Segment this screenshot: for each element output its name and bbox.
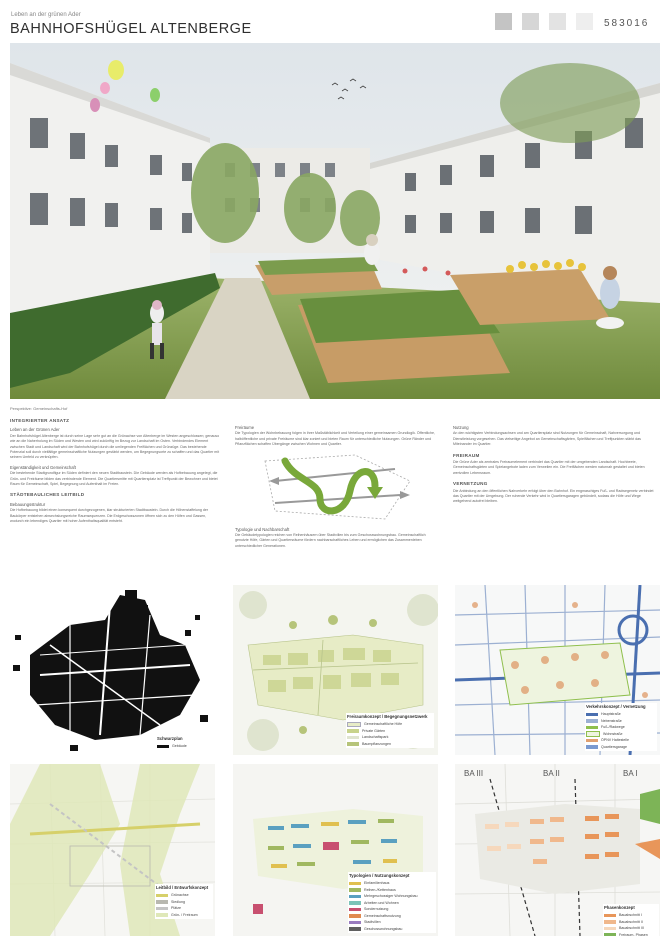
legend-item: Einfamilienhaus (349, 880, 435, 887)
paragraph-free: Die Grüne Ader als zentrales Freiraumelement verbindet das Quartier mit der umgebenden Landschaft. Hochbeete, Gemeinschaftsgärten und Spielangebote laden zum Verweilen ein. Die Freiflächen werden naturnah gestaltet und bieten wertvollen Lebensraum. (453, 460, 645, 475)
concept-diagram (235, 451, 435, 523)
legend-leitbild (155, 884, 213, 919)
legend-item: Landschaftspark (347, 734, 433, 741)
legend-item: Baumpflanzungen (347, 741, 433, 748)
ba-label: BA II (543, 769, 560, 778)
legend-item: Arbeiten und Wohnen (349, 900, 435, 907)
page-title: BAHNHOFSHÜGEL ALTENBERGE (10, 21, 252, 37)
legend-item: Mehrgeschossiger Wohnungsbau (349, 893, 435, 900)
gray-square (522, 13, 539, 30)
hero-perspective (10, 43, 660, 399)
legend-item: Siedlung (156, 899, 212, 906)
plan-freiraum (233, 585, 438, 755)
legend-freiraum (346, 713, 434, 748)
legend-item: Gemeinschaftsnutzung (349, 913, 435, 920)
legend-item: Gemeinschaftliche Höfe (347, 721, 433, 728)
legend-item: Plätze (156, 905, 212, 912)
legend-schwarzplan (156, 735, 188, 751)
paragraph-network: Die Anbindung an den öffentlichen Nahverkehr erfolgt über den Bahnhof. Ein engmaschiges Fuß- und Radwegenetz verbindet das Quartier mit der Umgebung. Der ruhende Verkehr wird in Quartiersgaragen gebündelt, sodass die Höfe und Wege weitgehend autofrei bleiben. (453, 488, 654, 504)
legend-item: Reihen-/Kettenhaus (349, 887, 435, 894)
plan-phasen (455, 764, 660, 936)
diagram-caption: Typologie und Nachbarschaft (235, 526, 290, 532)
legend-phasen (603, 904, 659, 936)
plan-typologien (233, 764, 438, 936)
legend-title: Verkehrskonzept / Vernetzung (586, 704, 646, 709)
paragraph-green: Der Bahnhofshügel Altenberge ist durch seine Lage sehr gut an die Grünachse von Altenberge im Westen angeschlossen; genauso wie an die Naherholung im Süden und Westen und wird zukünftig im Bezug zur Landschaft im Osten. Verbindendes Element zwischen Stadt und Landschaft wird der Bahnhofshügel durch die umliegenden Freiflächen und Grünzüge. Das bestehende Potenzial soll durch vielfältige gemeinschaftliche Nutzungen gestärkt werden, um Begegnungsorte zu schaffen und das Quartier mit seinem Umfeld zu verknüpfen. (10, 433, 220, 460)
subheading-identity: Eigenständigkeit und Gemeinschaft (10, 464, 76, 470)
legend-title: Phasenkonzept (604, 905, 635, 910)
legend-item: Nebenstraße (586, 718, 656, 725)
legend-item: Bauabschnitt III (604, 925, 658, 932)
legend-item: Geschosswohnungsbau (349, 926, 435, 933)
paragraph-freedom: Die Typologien der Wohnbebauung folgen in ihrer Maßstäblichkeit und Verteilung einer gemeinsamen Grundlogik. Öffentliche, halböffentliche und private Freiräume sind klar zoniert und bieten Raum für unterschiedliche Nutzungen. Grüne Ränder und Pflanzflächen schaffen Übergänge zwischen Wohnen und Quartier. (235, 431, 435, 447)
legend-title: Freiraumkonzept / Begegnungsnetzwerk (347, 714, 428, 719)
paragraph-typology: Die Gebäudetypologien reichen von Reihenhäusern über Stadtvillen bis zum Geschosswohnungsbau. Gemeinschaftlich genutzte Höfe, Gärten und Quartiersräume fördern nachbarschaftliches Leben und ermöglichen das Zusammenleben unterschiedlicher Generationen. (235, 533, 426, 548)
subheading-freedom: Freiräume (235, 425, 255, 430)
legend-item: Private Gärten (347, 728, 433, 735)
legend-verkehr (585, 703, 657, 751)
text-column-right (453, 425, 660, 508)
subheading-pattern: Bebauungsstruktur (10, 501, 46, 507)
legend-item: Hauptstraße (586, 711, 656, 718)
paragraph-identity: Die bestehende Stadtgrundfigur im Süden definiert den neuen Stadtbaustein. Die Gebäude werden als Hofbebauung angelegt, die Grün- und Freiräume bilden das verbindende Element. Die Quartiersmitte mit Quartiersplatz ist Treffpunkt der Bewohner und bietet Raum für Gemeinschaft, Spiel, Begegnung und Aufenthalt im Freien. (10, 471, 218, 487)
legend-item: Stadtvillen (349, 919, 435, 926)
plan-verkehr (455, 585, 660, 755)
heading-network: VERNETZUNG (453, 481, 488, 487)
legend-item: Grünachse (156, 892, 212, 899)
ba-label: BA III (464, 769, 484, 778)
paragraph-use: An den wichtigsten Verbindungsachsen und am Quartiersplatz sind Nutzungen für Gemeinschaft, Nahversorgung und Dienstleistung vorgesehen. Das vielseitige Angebot an Gemeinschaftsgärten, Spielflächen und Treffpunkten stärkt das Miteinander im Quartier. (453, 431, 641, 447)
hero-caption: Perspektive: Gemeinschafts-Hof (10, 406, 68, 411)
text-column-middle (235, 425, 440, 552)
legend-item: Freiraum- Phasen (604, 932, 658, 937)
legend-title: Leitbild / Entwurfskonzept (156, 885, 209, 890)
legend-item: ÖPNV Haltestelle (586, 737, 656, 744)
competition-code: 583016 (604, 18, 650, 29)
subheading-use: Nutzung (453, 425, 469, 430)
legend-typologien (348, 872, 436, 933)
subheading-green: Leben an der Grünen Ader (10, 427, 60, 433)
heading-integrated: INTEGRIERTER ANSATZ (10, 418, 70, 423)
legend-item: Sondernutzung (349, 906, 435, 913)
legend-item: Bauabschnitt I (604, 912, 658, 919)
page-subtitle: Leben an der grünen Ader (11, 12, 81, 18)
heading-free: FREIRAUM (453, 452, 480, 458)
legend-title: Typologien / Nutzungskonzept (349, 873, 410, 878)
heading-urban: STÄDTEBAULICHES LEITBILD (10, 492, 85, 498)
text-column-left (10, 418, 220, 528)
gray-square (576, 13, 593, 30)
plan-schwarzplan (10, 585, 215, 755)
legend-item: Quartiersgarage (586, 744, 656, 751)
gray-square (495, 13, 512, 30)
gray-square (549, 13, 566, 30)
legend-item: Gebäude (157, 743, 187, 750)
legend-item: Wohnstraße (586, 731, 656, 738)
paragraph-pattern: Die Hofbebauung bildet einen konsequent durchgezogenen, klar strukturierten Stadtbaustein. Durch die Höhenstaffelung der Baukörper entstehen abwechslungsreiche Raumsequenzen. Die Erdgeschosszonen öffnen sich zu den Höfen und Gassen, wodurch ein lebendiges Quartier mit hoher Aufenthaltsqualität entsteht. (10, 508, 209, 524)
legend-item: Grün- / Freiraum (156, 912, 212, 919)
ba-label: BA I (623, 769, 638, 778)
plan-leitbild (10, 764, 215, 936)
legend-title: Schwarzplan (157, 736, 183, 741)
legend-item: Fuß-/Radwege (586, 724, 656, 731)
legend-item: Bauabschnitt II (604, 919, 658, 926)
